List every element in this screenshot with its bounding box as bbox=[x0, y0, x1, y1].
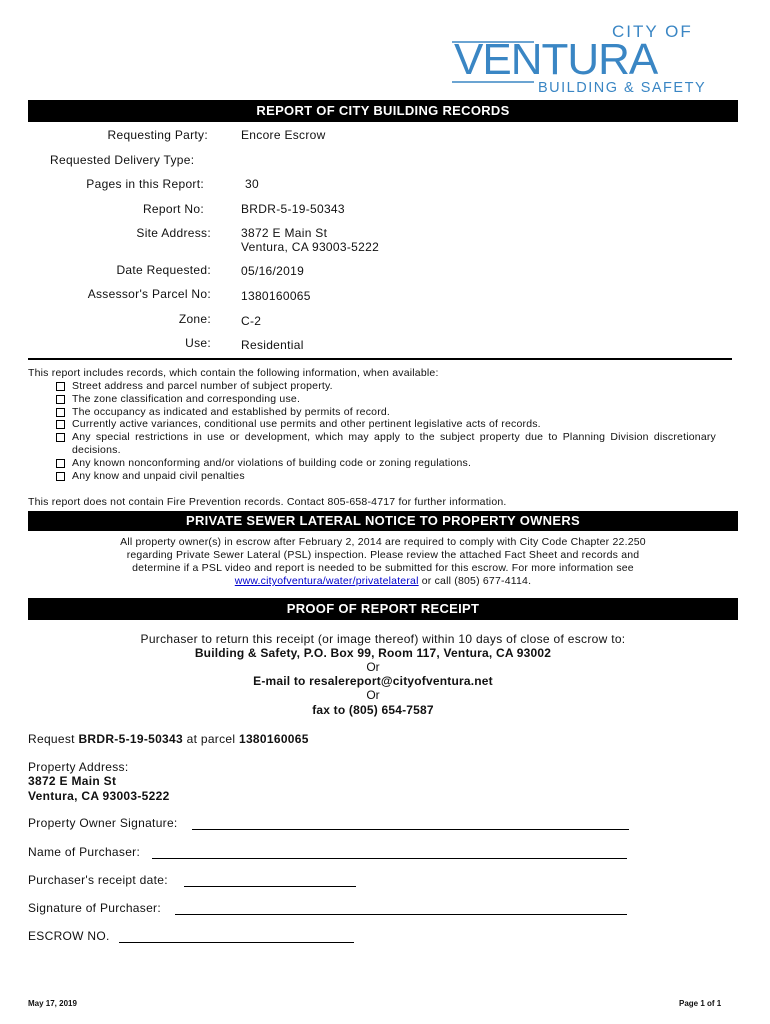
receipt-date-field[interactable] bbox=[184, 886, 356, 887]
escrow-no-label: ESCROW NO. bbox=[28, 929, 110, 943]
request-line: Request BRDR-5-19-50343 at parcel 1380160065 bbox=[28, 732, 309, 746]
list-item: Any know and unpaid civil penalties bbox=[56, 470, 716, 483]
footer-date: May 17, 2019 bbox=[28, 999, 77, 1008]
list-item: Any special restrictions in use or development, which may apply to the subject property due to Planning Division discretionary decisions. bbox=[56, 431, 716, 457]
list-item: Currently active variances, conditional use permits and other pertinent legislative acts of records. bbox=[56, 418, 716, 431]
receipt-fax: fax to (805) 654-7587 bbox=[312, 703, 434, 717]
parcel-value: 1380160065 bbox=[241, 289, 311, 303]
checkbox-icon bbox=[56, 408, 65, 417]
report-no-value: BRDR-5-19-50343 bbox=[241, 202, 345, 216]
site-address-label: Site Address: bbox=[136, 226, 211, 240]
checkbox-icon bbox=[56, 395, 65, 404]
purchaser-name-label: Name of Purchaser: bbox=[28, 845, 141, 859]
receipt-address: Building & Safety, P.O. Box 99, Room 117, Ventura, CA 93002 bbox=[194, 646, 552, 660]
proof-receipt-bar: PROOF OF REPORT RECEIPT bbox=[28, 598, 738, 620]
parcel-label: Assessor's Parcel No: bbox=[87, 287, 211, 301]
includes-intro: This report includes records, which contain the following information, when available: bbox=[28, 367, 439, 379]
owner-signature-field[interactable] bbox=[192, 829, 629, 830]
sewer-text-line4: www.cityofventura/water/privatelateral or call (805) 677-4114. bbox=[234, 575, 532, 587]
list-item: Any known nonconforming and/or violations of building code or zoning regulations. bbox=[56, 457, 716, 470]
private-lateral-link[interactable]: www.cityofventura/water/privatelateral bbox=[234, 575, 419, 587]
zone-label: Zone: bbox=[178, 312, 211, 326]
checkbox-icon bbox=[56, 382, 65, 391]
logo-city-of: CITY OF bbox=[612, 22, 693, 41]
property-address-line1: 3872 E Main St bbox=[28, 774, 117, 788]
report-no-label: Report No: bbox=[142, 202, 204, 216]
section-divider bbox=[28, 358, 732, 360]
receipt-or-1: Or bbox=[366, 660, 380, 674]
request-report-no: BRDR-5-19-50343 bbox=[78, 732, 183, 746]
use-value: Residential bbox=[241, 338, 304, 352]
property-address-label: Property Address: bbox=[28, 760, 129, 774]
site-address-line1: 3872 E Main St bbox=[241, 226, 328, 240]
request-parcel: 1380160065 bbox=[238, 732, 309, 746]
owner-signature-label: Property Owner Signature: bbox=[28, 816, 178, 830]
list-item: The zone classification and corresponding use. bbox=[56, 393, 716, 406]
receipt-instruction: Purchaser to return this receipt (or image thereof) within 10 days of close of escrow to: bbox=[140, 632, 626, 646]
sewer-text-line2: regarding Private Sewer Lateral (PSL) inspection. Please review the attached Fact Sheet and records and bbox=[126, 549, 640, 561]
use-label: Use: bbox=[185, 336, 211, 350]
purchaser-name-field[interactable] bbox=[152, 858, 627, 859]
requesting-party-value: Encore Escrow bbox=[241, 128, 326, 142]
checkbox-icon bbox=[56, 472, 65, 481]
receipt-email: E-mail to resalereport@cityofventura.net bbox=[253, 674, 493, 688]
footer-page: Page 1 of 1 bbox=[679, 999, 722, 1008]
city-logo bbox=[452, 22, 737, 100]
purchaser-signature-label: Signature of Purchaser: bbox=[28, 901, 161, 915]
sewer-notice-bar: PRIVATE SEWER LATERAL NOTICE TO PROPERTY OWNERS bbox=[28, 511, 738, 531]
escrow-no-field[interactable] bbox=[119, 942, 354, 943]
site-address-line2: Ventura, CA 93003-5222 bbox=[241, 240, 380, 254]
pages-label: Pages in this Report: bbox=[86, 177, 204, 191]
sewer-text-line1: All property owner(s) in escrow after February 2, 2014 are required to comply with City Code Chapter 22.250 bbox=[120, 536, 646, 548]
receipt-date-label: Purchaser's receipt date: bbox=[28, 873, 168, 887]
logo-ventura: VENTURA bbox=[454, 35, 658, 84]
sewer-text-line3: determine if a PSL video and report is needed to be submitted for this escrow. For more information see bbox=[132, 562, 634, 574]
report-header-bar: REPORT OF CITY BUILDING RECORDS bbox=[28, 100, 738, 122]
checkbox-icon bbox=[56, 459, 65, 468]
list-item: The occupancy as indicated and established by permits of record. bbox=[56, 406, 716, 419]
includes-list bbox=[56, 380, 716, 482]
date-requested-label: Date Requested: bbox=[116, 263, 211, 277]
fire-note: This report does not contain Fire Prevention records. Contact 805-658-4717 for further information. bbox=[28, 496, 507, 508]
list-item: Street address and parcel number of subject property. bbox=[56, 380, 716, 393]
checkbox-icon bbox=[56, 433, 65, 442]
zone-value: C-2 bbox=[241, 314, 262, 328]
delivery-type-label: Requested Delivery Type: bbox=[50, 153, 195, 167]
receipt-or-2: Or bbox=[366, 688, 380, 702]
property-address-line2: Ventura, CA 93003-5222 bbox=[28, 789, 170, 803]
pages-value: 30 bbox=[245, 177, 259, 191]
logo-subtitle: BUILDING & SAFETY bbox=[538, 80, 707, 96]
purchaser-signature-field[interactable] bbox=[175, 914, 627, 915]
checkbox-icon bbox=[56, 420, 65, 429]
requesting-party-label: Requesting Party: bbox=[107, 128, 208, 142]
date-requested-value: 05/16/2019 bbox=[241, 264, 305, 278]
